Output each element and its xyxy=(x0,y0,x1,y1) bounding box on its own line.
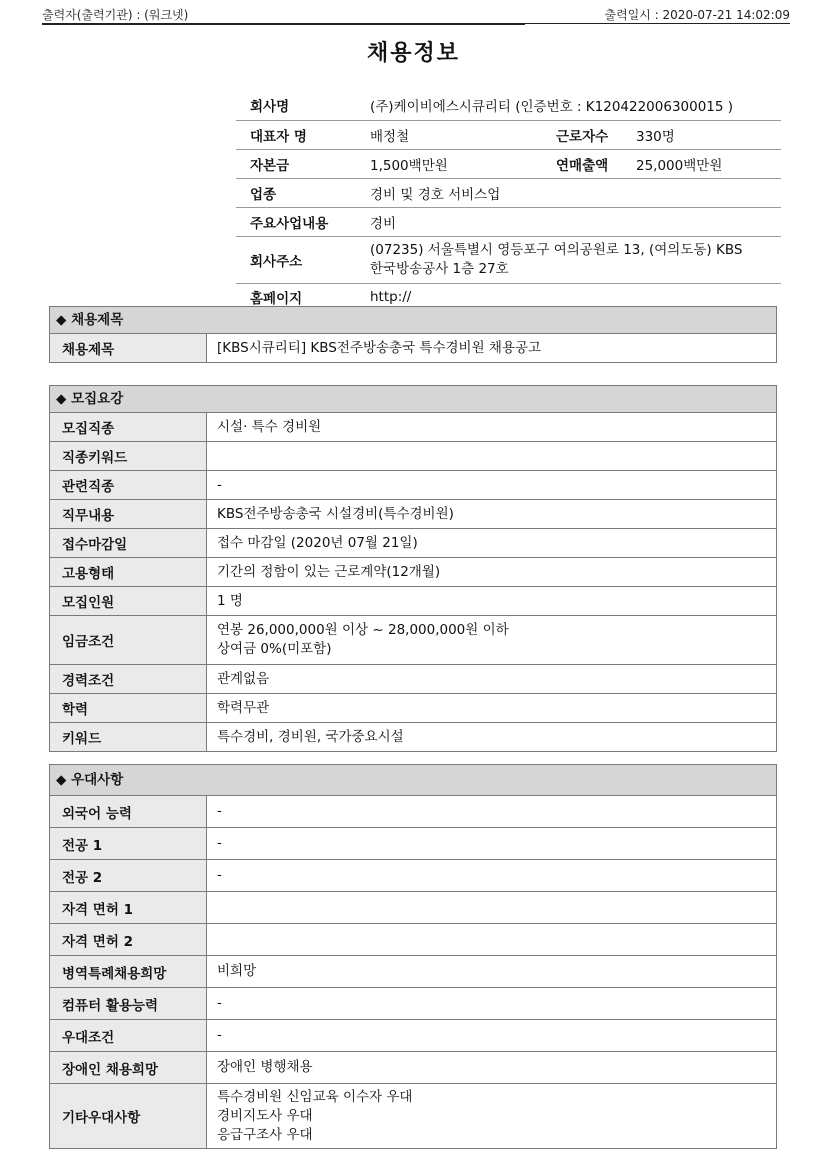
table-row xyxy=(50,988,776,1020)
employees-label: 근로자수 xyxy=(556,129,609,145)
table-row xyxy=(50,796,776,828)
row-label: 경력조건 xyxy=(50,665,207,693)
address-line-1: (07235) 서울특별시 영등포구 여의공원로 13, (여의도동) KBS xyxy=(370,242,743,258)
employees-value: 330명 xyxy=(636,129,675,145)
row-value: - xyxy=(217,835,222,851)
company-capital-row xyxy=(236,150,781,179)
row-value: 장애인 병행채용 xyxy=(217,1059,313,1075)
table-row xyxy=(50,1052,776,1084)
row-label: 외국어 능력 xyxy=(50,796,207,827)
homepage-label: 홈페이지 xyxy=(250,291,303,307)
section-heading: ◆ 모집요강 xyxy=(50,386,776,413)
industry-label: 업종 xyxy=(250,187,277,203)
job-title-section xyxy=(49,306,777,363)
row-label: 직무내용 xyxy=(50,500,207,528)
row-value: 시설· 특수 경비원 xyxy=(217,418,322,435)
row-value: 1 명 xyxy=(217,592,243,609)
row-value: 특수경비, 경비원, 국가중요시설 xyxy=(217,728,404,745)
table-row xyxy=(50,616,776,665)
row-label: 장애인 채용희망 xyxy=(50,1052,207,1083)
header-divider xyxy=(42,23,525,25)
table-row xyxy=(50,558,776,587)
capital-value: 1,500백만원 xyxy=(370,158,448,174)
row-label: 키워드 xyxy=(50,723,207,751)
ceo-value: 배정철 xyxy=(370,129,410,145)
company-info-table xyxy=(236,90,781,310)
row-value: - xyxy=(217,995,222,1011)
row-label: 채용제목 xyxy=(50,334,207,362)
company-industry-row xyxy=(236,179,781,208)
industry-value: 경비 및 경호 서비스업 xyxy=(370,187,501,203)
preference-line-3: 응급구조사 우대 xyxy=(217,1126,313,1143)
table-row xyxy=(50,413,776,442)
row-label: 병역특례채용희망 xyxy=(50,956,207,987)
row-value: 학력무관 xyxy=(217,699,270,716)
print-timestamp: 출력일시 : 2020-07-21 14:02:09 xyxy=(604,8,790,22)
table-row xyxy=(50,442,776,471)
row-value: [KBS시큐리티] KBS전주방송총국 특수경비원 채용공고 xyxy=(217,339,542,356)
preference-line-2: 경비지도사 우대 xyxy=(217,1107,313,1124)
company-name-label: 회사명 xyxy=(250,99,290,115)
row-label: 우대조건 xyxy=(50,1020,207,1051)
table-row xyxy=(50,587,776,616)
homepage-link[interactable]: http:// xyxy=(370,289,412,305)
row-label: 모집직종 xyxy=(50,413,207,441)
section-heading: ◆ 채용제목 xyxy=(50,307,776,334)
table-row xyxy=(50,892,776,924)
row-label: 전공 2 xyxy=(50,860,207,891)
table-row xyxy=(50,924,776,956)
address-line-2: 한국방송공사 1층 27호 xyxy=(370,261,509,277)
table-row xyxy=(50,1084,776,1148)
sales-label: 연매출액 xyxy=(556,158,609,174)
row-label: 자격 면허 2 xyxy=(50,924,207,955)
page-title: 채용정보 xyxy=(366,41,460,66)
row-label: 관련직종 xyxy=(50,471,207,499)
row-value: 비희망 xyxy=(217,963,257,979)
row-label: 직종키워드 xyxy=(50,442,207,470)
section-heading: ◆ 우대사항 xyxy=(50,765,776,796)
row-value: - xyxy=(217,803,222,819)
row-label: 고용형태 xyxy=(50,558,207,586)
address-value xyxy=(366,241,781,279)
table-row xyxy=(50,723,776,751)
table-row xyxy=(50,529,776,558)
recruitment-section xyxy=(49,385,777,752)
company-business-row xyxy=(236,208,781,237)
bonus-line: 상여금 0%(미포함) xyxy=(217,641,332,657)
table-row xyxy=(50,665,776,694)
table-row xyxy=(50,500,776,529)
row-label: 기타우대사항 xyxy=(50,1084,207,1148)
header-divider-thin xyxy=(525,23,790,24)
row-value: - xyxy=(217,1027,222,1043)
salary-line: 연봉 26,000,000원 이상 ~ 28,000,000원 이하 xyxy=(217,622,509,638)
row-label: 자격 면허 1 xyxy=(50,892,207,923)
row-label: 모집인원 xyxy=(50,587,207,615)
row-value: 관계없음 xyxy=(217,670,270,687)
row-label: 임금조건 xyxy=(50,616,207,664)
row-value: - xyxy=(217,867,222,883)
capital-label: 자본금 xyxy=(250,158,290,174)
table-row xyxy=(50,694,776,723)
table-row xyxy=(50,956,776,988)
row-label: 전공 1 xyxy=(50,828,207,859)
table-row xyxy=(50,828,776,860)
preference-section xyxy=(49,764,777,1149)
table-row xyxy=(50,860,776,892)
company-ceo-row xyxy=(236,121,781,150)
company-name-row xyxy=(236,90,781,121)
row-value: - xyxy=(217,476,222,493)
company-address-row xyxy=(236,237,781,284)
row-label: 컴퓨터 활용능력 xyxy=(50,988,207,1019)
row-label: 접수마감일 xyxy=(50,529,207,557)
row-label: 학력 xyxy=(50,694,207,722)
sales-value: 25,000백만원 xyxy=(636,158,723,174)
company-name-value: (주)케이비에스시큐리티 (인증번호 : K120422006300015 ) xyxy=(370,99,734,115)
row-value: 기간의 정함이 있는 근로계약(12개월) xyxy=(217,563,441,580)
row-value xyxy=(207,621,776,659)
business-value: 경비 xyxy=(370,216,397,232)
table-row xyxy=(50,334,776,362)
row-value: KBS전주방송총국 시설경비(특수경비원) xyxy=(217,505,454,522)
print-origin: 출력자(출력기관) : (워크넷) xyxy=(42,8,189,22)
preference-line-1: 특수경비원 신임교육 이수자 우대 xyxy=(217,1088,413,1105)
table-row xyxy=(50,471,776,500)
business-label: 주요사업내용 xyxy=(250,216,329,232)
ceo-label: 대표자 명 xyxy=(250,129,307,145)
address-label: 회사주소 xyxy=(250,254,303,270)
table-row xyxy=(50,1020,776,1052)
row-value xyxy=(207,1088,776,1145)
row-value: 접수 마감일 (2020년 07월 21일) xyxy=(217,534,418,551)
